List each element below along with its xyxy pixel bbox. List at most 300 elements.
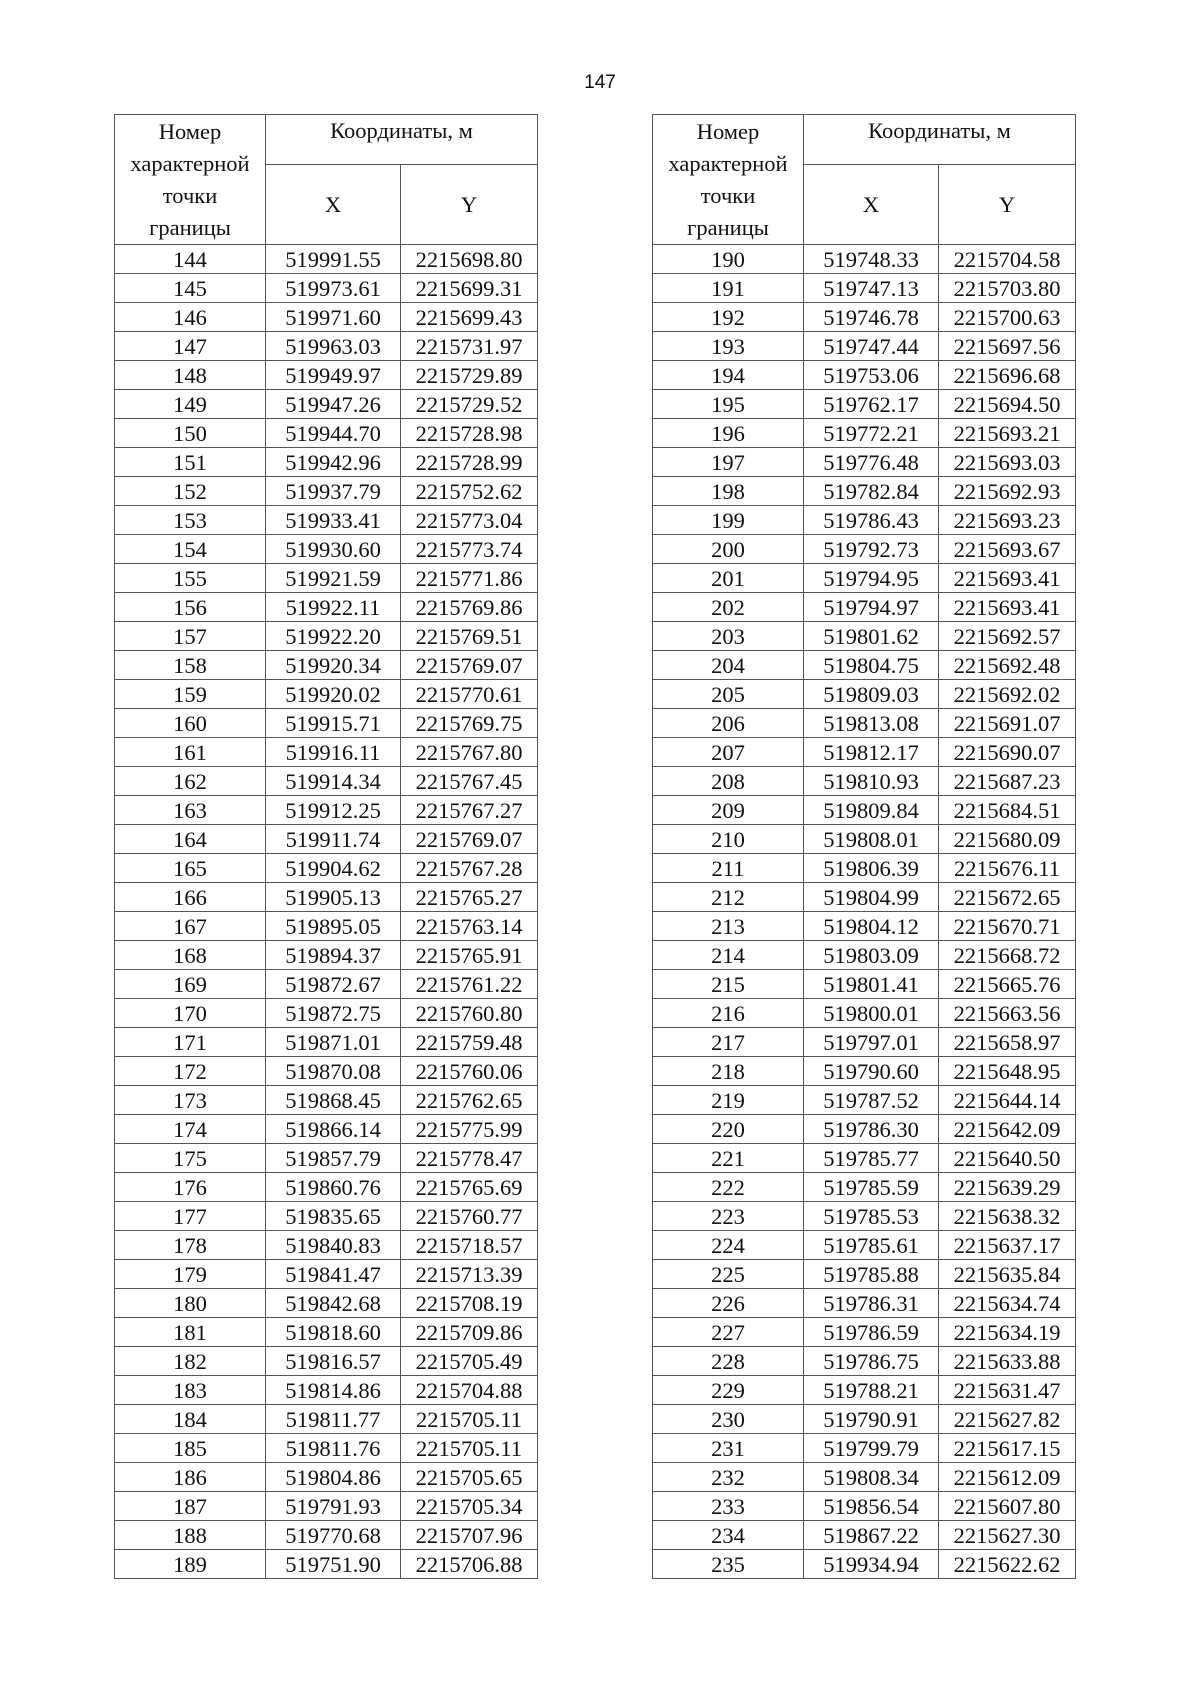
x-coordinate-cell: 519973.61 — [266, 274, 401, 303]
y-coordinate-cell: 2215703.80 — [939, 274, 1076, 303]
y-coordinate-cell: 2215696.68 — [939, 361, 1076, 390]
table-row — [115, 1492, 538, 1521]
y-coordinate-cell: 2215761.22 — [401, 970, 538, 999]
table-row — [653, 564, 1076, 593]
point-number-cell: 165 — [115, 854, 266, 883]
table-row — [115, 1028, 538, 1057]
point-number-cell: 206 — [653, 709, 804, 738]
table-row — [115, 245, 538, 274]
point-number-cell: 176 — [115, 1173, 266, 1202]
x-coordinate-cell: 519922.20 — [266, 622, 401, 651]
point-number-cell: 195 — [653, 390, 804, 419]
y-coordinate-cell: 2215658.97 — [939, 1028, 1076, 1057]
point-number-header-text: Номер характерной точки границы — [668, 118, 788, 240]
y-coordinate-cell: 2215769.07 — [401, 651, 538, 680]
x-coordinate-cell: 519866.14 — [266, 1115, 401, 1144]
table-row — [115, 390, 538, 419]
table-row — [653, 912, 1076, 941]
point-number-cell: 151 — [115, 448, 266, 477]
y-coordinate-cell: 2215767.45 — [401, 767, 538, 796]
x-coordinate-cell: 519937.79 — [266, 477, 401, 506]
point-number-header — [115, 115, 266, 245]
point-number-cell: 208 — [653, 767, 804, 796]
x-coordinate-cell: 519818.60 — [266, 1318, 401, 1347]
point-number-cell: 189 — [115, 1550, 266, 1579]
table-row — [115, 1550, 538, 1579]
point-number-cell: 199 — [653, 506, 804, 535]
x-coordinate-cell: 519785.61 — [804, 1231, 939, 1260]
y-coordinate-cell: 2215767.28 — [401, 854, 538, 883]
x-coordinate-cell: 519791.93 — [266, 1492, 401, 1521]
y-coordinate-cell: 2215699.31 — [401, 274, 538, 303]
x-coordinate-cell: 519835.65 — [266, 1202, 401, 1231]
table-row — [653, 709, 1076, 738]
y-coordinate-cell: 2215760.80 — [401, 999, 538, 1028]
y-coordinate-cell: 2215644.14 — [939, 1086, 1076, 1115]
x-coordinate-cell: 519776.48 — [804, 448, 939, 477]
point-number-cell: 207 — [653, 738, 804, 767]
point-number-cell: 180 — [115, 1289, 266, 1318]
table-row — [115, 332, 538, 361]
table-row — [115, 361, 538, 390]
table-row — [653, 825, 1076, 854]
y-coordinate-cell: 2215691.07 — [939, 709, 1076, 738]
x-coordinate-cell: 519811.76 — [266, 1434, 401, 1463]
x-coordinate-cell: 519911.74 — [266, 825, 401, 854]
x-coordinate-cell: 519971.60 — [266, 303, 401, 332]
point-number-cell: 155 — [115, 564, 266, 593]
table-row — [115, 303, 538, 332]
y-coordinate-cell: 2215752.62 — [401, 477, 538, 506]
x-coordinate-cell: 519806.39 — [804, 854, 939, 883]
table-row — [115, 1318, 538, 1347]
x-coordinate-cell: 519786.31 — [804, 1289, 939, 1318]
x-coordinate-cell: 519785.53 — [804, 1202, 939, 1231]
point-number-cell: 222 — [653, 1173, 804, 1202]
table-row — [653, 361, 1076, 390]
x-coordinate-cell: 519799.79 — [804, 1434, 939, 1463]
y-coordinate-cell: 2215693.23 — [939, 506, 1076, 535]
table-row — [115, 1405, 538, 1434]
table-row — [115, 1347, 538, 1376]
y-coordinate-cell: 2215700.63 — [939, 303, 1076, 332]
point-number-cell: 145 — [115, 274, 266, 303]
table-row — [653, 245, 1076, 274]
y-coordinate-cell: 2215707.96 — [401, 1521, 538, 1550]
y-coordinate-cell: 2215670.71 — [939, 912, 1076, 941]
y-coordinate-cell: 2215765.27 — [401, 883, 538, 912]
table-row — [115, 535, 538, 564]
x-coordinate-cell: 519872.67 — [266, 970, 401, 999]
point-number-cell: 203 — [653, 622, 804, 651]
y-coordinate-cell: 2215638.32 — [939, 1202, 1076, 1231]
x-coordinate-cell: 519916.11 — [266, 738, 401, 767]
x-coordinate-cell: 519930.60 — [266, 535, 401, 564]
x-coordinate-cell: 519872.75 — [266, 999, 401, 1028]
y-coordinate-cell: 2215718.57 — [401, 1231, 538, 1260]
table-row — [115, 738, 538, 767]
y-coordinate-cell: 2215769.75 — [401, 709, 538, 738]
x-coordinate-cell: 519942.96 — [266, 448, 401, 477]
y-coordinate-cell: 2215705.11 — [401, 1405, 538, 1434]
x-coordinate-cell: 519870.08 — [266, 1057, 401, 1086]
x-coordinate-cell: 519772.21 — [804, 419, 939, 448]
point-number-cell: 232 — [653, 1463, 804, 1492]
point-number-cell: 212 — [653, 883, 804, 912]
y-coordinate-cell: 2215665.76 — [939, 970, 1076, 999]
y-coordinate-cell: 2215693.41 — [939, 564, 1076, 593]
y-coordinate-cell: 2215731.97 — [401, 332, 538, 361]
x-coordinate-cell: 519894.37 — [266, 941, 401, 970]
x-coordinate-cell: 519812.17 — [804, 738, 939, 767]
point-number-cell: 215 — [653, 970, 804, 999]
coordinates-table-left — [114, 114, 538, 1579]
x-coordinate-cell: 519963.03 — [266, 332, 401, 361]
x-coordinate-cell: 519857.79 — [266, 1144, 401, 1173]
y-coordinate-cell: 2215642.09 — [939, 1115, 1076, 1144]
y-coordinate-cell: 2215663.56 — [939, 999, 1076, 1028]
y-coordinate-cell: 2215648.95 — [939, 1057, 1076, 1086]
table-row — [115, 1057, 538, 1086]
table-row — [653, 999, 1076, 1028]
point-number-cell: 192 — [653, 303, 804, 332]
x-coordinate-cell: 519814.86 — [266, 1376, 401, 1405]
y-coordinate-cell: 2215699.43 — [401, 303, 538, 332]
point-number-cell: 229 — [653, 1376, 804, 1405]
x-coordinate-cell: 519803.09 — [804, 941, 939, 970]
point-number-cell: 147 — [115, 332, 266, 361]
coordinates-header: Координаты, м — [266, 115, 538, 165]
table-row — [115, 506, 538, 535]
table-row — [653, 448, 1076, 477]
x-coordinate-cell: 519746.78 — [804, 303, 939, 332]
point-number-cell: 186 — [115, 1463, 266, 1492]
y-coordinate-cell: 2215767.27 — [401, 796, 538, 825]
x-coordinate-cell: 519842.68 — [266, 1289, 401, 1318]
x-coordinate-cell: 519747.44 — [804, 332, 939, 361]
point-number-cell: 159 — [115, 680, 266, 709]
table-row — [653, 1115, 1076, 1144]
table-row — [653, 1260, 1076, 1289]
point-number-cell: 161 — [115, 738, 266, 767]
y-coordinate-cell: 2215706.88 — [401, 1550, 538, 1579]
x-coordinate-cell: 519808.01 — [804, 825, 939, 854]
table-row — [115, 448, 538, 477]
table-row — [115, 854, 538, 883]
point-number-cell: 214 — [653, 941, 804, 970]
x-coordinate-cell: 519841.47 — [266, 1260, 401, 1289]
point-number-cell: 171 — [115, 1028, 266, 1057]
y-coordinate-cell: 2215705.11 — [401, 1434, 538, 1463]
coordinates-table-right — [652, 114, 1076, 1579]
point-number-cell: 156 — [115, 593, 266, 622]
point-number-cell: 149 — [115, 390, 266, 419]
point-number-cell: 193 — [653, 332, 804, 361]
y-coordinate-cell: 2215694.50 — [939, 390, 1076, 419]
x-coordinate-cell: 519871.01 — [266, 1028, 401, 1057]
table-row — [653, 883, 1076, 912]
point-number-cell: 224 — [653, 1231, 804, 1260]
y-coordinate-cell: 2215693.67 — [939, 535, 1076, 564]
x-coordinate-cell: 519785.77 — [804, 1144, 939, 1173]
y-coordinate-cell: 2215634.19 — [939, 1318, 1076, 1347]
point-number-cell: 154 — [115, 535, 266, 564]
table-row — [653, 274, 1076, 303]
point-number-cell: 217 — [653, 1028, 804, 1057]
x-coordinate-cell: 519804.12 — [804, 912, 939, 941]
y-coordinate-cell: 2215692.02 — [939, 680, 1076, 709]
y-coordinate-cell: 2215765.69 — [401, 1173, 538, 1202]
y-coordinate-cell: 2215729.89 — [401, 361, 538, 390]
y-coordinate-cell: 2215778.47 — [401, 1144, 538, 1173]
x-coordinate-cell: 519947.26 — [266, 390, 401, 419]
x-header: X — [804, 165, 939, 245]
y-coordinate-cell: 2215728.99 — [401, 448, 538, 477]
x-coordinate-cell: 519895.05 — [266, 912, 401, 941]
point-number-cell: 205 — [653, 680, 804, 709]
point-number-cell: 231 — [653, 1434, 804, 1463]
point-number-cell: 167 — [115, 912, 266, 941]
y-coordinate-cell: 2215713.39 — [401, 1260, 538, 1289]
table-row — [653, 1028, 1076, 1057]
point-number-cell: 153 — [115, 506, 266, 535]
table-row — [653, 593, 1076, 622]
y-coordinate-cell: 2215672.65 — [939, 883, 1076, 912]
table-row — [653, 1405, 1076, 1434]
point-number-cell: 148 — [115, 361, 266, 390]
x-coordinate-cell: 519786.30 — [804, 1115, 939, 1144]
table-row — [115, 651, 538, 680]
page-number: 147 — [584, 72, 616, 93]
table-row — [653, 854, 1076, 883]
table-row — [115, 1115, 538, 1144]
x-coordinate-cell: 519920.34 — [266, 651, 401, 680]
table-row — [653, 680, 1076, 709]
y-coordinate-cell: 2215729.52 — [401, 390, 538, 419]
point-number-cell: 166 — [115, 883, 266, 912]
point-number-cell: 190 — [653, 245, 804, 274]
y-coordinate-cell: 2215728.98 — [401, 419, 538, 448]
y-coordinate-cell: 2215684.51 — [939, 796, 1076, 825]
y-coordinate-cell: 2215773.04 — [401, 506, 538, 535]
point-number-cell: 173 — [115, 1086, 266, 1115]
table-row — [115, 767, 538, 796]
y-coordinate-cell: 2215635.84 — [939, 1260, 1076, 1289]
x-coordinate-cell: 519787.52 — [804, 1086, 939, 1115]
y-coordinate-cell: 2215770.61 — [401, 680, 538, 709]
point-number-cell: 221 — [653, 1144, 804, 1173]
point-number-cell: 175 — [115, 1144, 266, 1173]
x-coordinate-cell: 519810.93 — [804, 767, 939, 796]
x-coordinate-cell: 519782.84 — [804, 477, 939, 506]
table-row — [653, 651, 1076, 680]
x-coordinate-cell: 519920.02 — [266, 680, 401, 709]
x-coordinate-cell: 519786.75 — [804, 1347, 939, 1376]
y-coordinate-cell: 2215631.47 — [939, 1376, 1076, 1405]
x-coordinate-cell: 519905.13 — [266, 883, 401, 912]
point-number-cell: 216 — [653, 999, 804, 1028]
x-coordinate-cell: 519809.84 — [804, 796, 939, 825]
table-row — [115, 1231, 538, 1260]
table-body-right — [653, 245, 1076, 1579]
point-number-cell: 198 — [653, 477, 804, 506]
table-row — [115, 1260, 538, 1289]
point-number-cell: 233 — [653, 1492, 804, 1521]
point-number-cell: 201 — [653, 564, 804, 593]
table-row — [653, 1318, 1076, 1347]
y-coordinate-cell: 2215708.19 — [401, 1289, 538, 1318]
x-coordinate-cell: 519856.54 — [804, 1492, 939, 1521]
point-number-cell: 209 — [653, 796, 804, 825]
x-coordinate-cell: 519751.90 — [266, 1550, 401, 1579]
y-coordinate-cell: 2215633.88 — [939, 1347, 1076, 1376]
x-coordinate-cell: 519753.06 — [804, 361, 939, 390]
y-coordinate-cell: 2215767.80 — [401, 738, 538, 767]
table-row — [115, 1376, 538, 1405]
point-number-cell: 184 — [115, 1405, 266, 1434]
point-number-cell: 144 — [115, 245, 266, 274]
point-number-cell: 219 — [653, 1086, 804, 1115]
table-row — [653, 332, 1076, 361]
point-number-cell: 197 — [653, 448, 804, 477]
x-coordinate-cell: 519811.77 — [266, 1405, 401, 1434]
table-row — [653, 419, 1076, 448]
point-number-cell: 177 — [115, 1202, 266, 1231]
x-coordinate-cell: 519840.83 — [266, 1231, 401, 1260]
x-coordinate-cell: 519786.59 — [804, 1318, 939, 1347]
x-coordinate-cell: 519867.22 — [804, 1521, 939, 1550]
y-coordinate-cell: 2215693.21 — [939, 419, 1076, 448]
y-coordinate-cell: 2215668.72 — [939, 941, 1076, 970]
point-number-cell: 187 — [115, 1492, 266, 1521]
point-number-cell: 182 — [115, 1347, 266, 1376]
table-body-left — [115, 245, 538, 1579]
y-coordinate-cell: 2215607.80 — [939, 1492, 1076, 1521]
x-header: X — [266, 165, 401, 245]
table-row — [115, 477, 538, 506]
point-number-cell: 150 — [115, 419, 266, 448]
point-number-cell: 162 — [115, 767, 266, 796]
y-coordinate-cell: 2215637.17 — [939, 1231, 1076, 1260]
point-number-cell: 235 — [653, 1550, 804, 1579]
y-coordinate-cell: 2215771.86 — [401, 564, 538, 593]
point-number-cell: 178 — [115, 1231, 266, 1260]
y-coordinate-cell: 2215769.51 — [401, 622, 538, 651]
x-coordinate-cell: 519949.97 — [266, 361, 401, 390]
point-number-cell: 202 — [653, 593, 804, 622]
point-number-cell: 200 — [653, 535, 804, 564]
table-row — [653, 941, 1076, 970]
x-coordinate-cell: 519904.62 — [266, 854, 401, 883]
table-row — [653, 622, 1076, 651]
y-coordinate-cell: 2215680.09 — [939, 825, 1076, 854]
x-coordinate-cell: 519800.01 — [804, 999, 939, 1028]
y-coordinate-cell: 2215760.77 — [401, 1202, 538, 1231]
y-coordinate-cell: 2215763.14 — [401, 912, 538, 941]
x-coordinate-cell: 519860.76 — [266, 1173, 401, 1202]
table-row — [115, 1434, 538, 1463]
y-coordinate-cell: 2215760.06 — [401, 1057, 538, 1086]
table-row — [115, 1144, 538, 1173]
point-number-cell: 218 — [653, 1057, 804, 1086]
table-row — [653, 1173, 1076, 1202]
table-row — [115, 709, 538, 738]
x-coordinate-cell: 519785.59 — [804, 1173, 939, 1202]
table-row — [653, 767, 1076, 796]
point-number-cell: 181 — [115, 1318, 266, 1347]
y-coordinate-cell: 2215692.48 — [939, 651, 1076, 680]
table-row — [653, 535, 1076, 564]
point-number-cell: 223 — [653, 1202, 804, 1231]
x-coordinate-cell: 519790.91 — [804, 1405, 939, 1434]
point-number-cell: 204 — [653, 651, 804, 680]
point-number-cell: 163 — [115, 796, 266, 825]
x-coordinate-cell: 519934.94 — [804, 1550, 939, 1579]
table-row — [653, 477, 1076, 506]
x-coordinate-cell: 519794.95 — [804, 564, 939, 593]
y-coordinate-cell: 2215704.88 — [401, 1376, 538, 1405]
x-coordinate-cell: 519797.01 — [804, 1028, 939, 1057]
y-coordinate-cell: 2215612.09 — [939, 1463, 1076, 1492]
point-number-cell: 196 — [653, 419, 804, 448]
x-coordinate-cell: 519933.41 — [266, 506, 401, 535]
point-number-cell: 185 — [115, 1434, 266, 1463]
x-coordinate-cell: 519792.73 — [804, 535, 939, 564]
x-coordinate-cell: 519786.43 — [804, 506, 939, 535]
table-row — [115, 825, 538, 854]
y-coordinate-cell: 2215690.07 — [939, 738, 1076, 767]
y-coordinate-cell: 2215627.30 — [939, 1521, 1076, 1550]
point-number-cell: 188 — [115, 1521, 266, 1550]
x-coordinate-cell: 519801.62 — [804, 622, 939, 651]
y-coordinate-cell: 2215697.56 — [939, 332, 1076, 361]
table-row — [115, 1086, 538, 1115]
y-coordinate-cell: 2215627.82 — [939, 1405, 1076, 1434]
x-coordinate-cell: 519915.71 — [266, 709, 401, 738]
point-number-cell: 179 — [115, 1260, 266, 1289]
table-row — [115, 1202, 538, 1231]
y-coordinate-cell: 2215617.15 — [939, 1434, 1076, 1463]
point-number-cell: 234 — [653, 1521, 804, 1550]
y-coordinate-cell: 2215622.62 — [939, 1550, 1076, 1579]
x-coordinate-cell: 519809.03 — [804, 680, 939, 709]
y-coordinate-cell: 2215705.65 — [401, 1463, 538, 1492]
table-row — [653, 738, 1076, 767]
table-row — [653, 390, 1076, 419]
point-number-cell: 220 — [653, 1115, 804, 1144]
x-coordinate-cell: 519790.60 — [804, 1057, 939, 1086]
table-row — [653, 1434, 1076, 1463]
table-row — [653, 1550, 1076, 1579]
table-row — [115, 970, 538, 999]
table-row — [653, 1231, 1076, 1260]
y-coordinate-cell: 2215705.49 — [401, 1347, 538, 1376]
table-row — [653, 1463, 1076, 1492]
y-coordinate-cell: 2215693.03 — [939, 448, 1076, 477]
point-number-cell: 213 — [653, 912, 804, 941]
x-coordinate-cell: 519788.21 — [804, 1376, 939, 1405]
point-number-cell: 191 — [653, 274, 804, 303]
table-row — [115, 796, 538, 825]
x-coordinate-cell: 519794.97 — [804, 593, 939, 622]
y-coordinate-cell: 2215693.41 — [939, 593, 1076, 622]
table-row — [115, 622, 538, 651]
point-number-cell: 183 — [115, 1376, 266, 1405]
y-coordinate-cell: 2215709.86 — [401, 1318, 538, 1347]
table-row — [653, 303, 1076, 332]
y-coordinate-cell: 2215676.11 — [939, 854, 1076, 883]
x-coordinate-cell: 519804.99 — [804, 883, 939, 912]
